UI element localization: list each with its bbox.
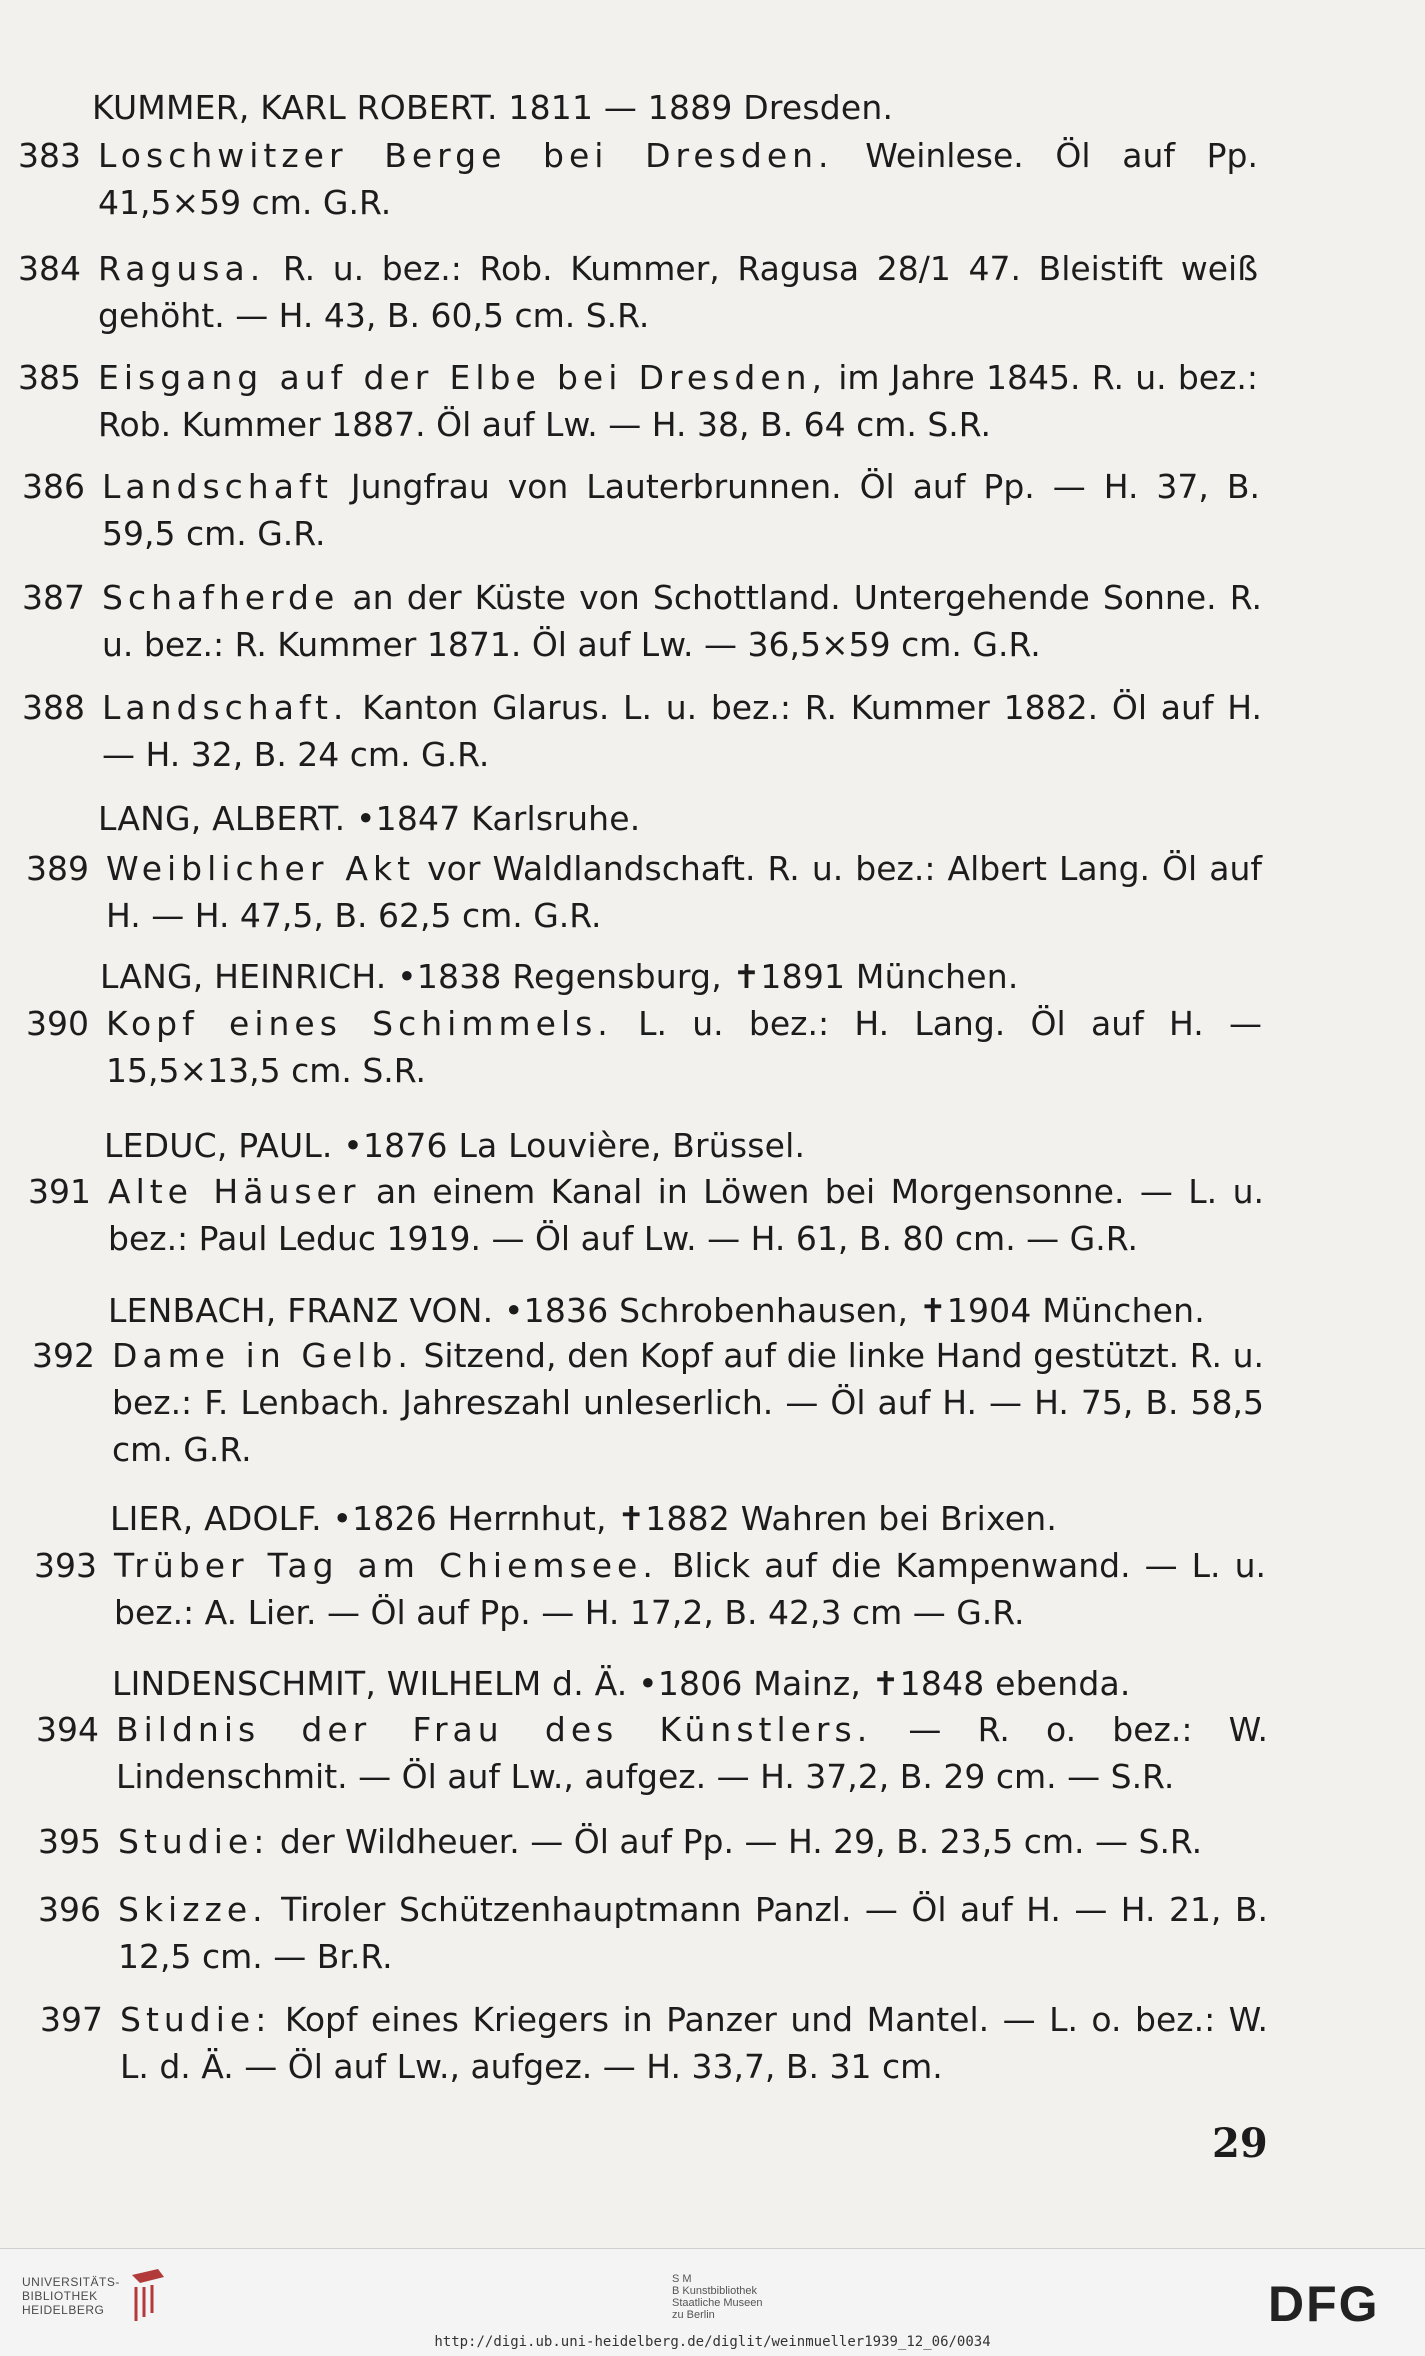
artist-heading: LANG, ALBERT. •1847 Karlsruhe.	[98, 799, 641, 838]
catalog-entry	[18, 354, 1258, 448]
lot-number: 397	[40, 2000, 103, 2039]
lot-description	[106, 1000, 1262, 1094]
lot-details: an einem Kanal in Löwen bei Morgensonne. — L. u. bez.: Paul Leduc 1919. — Öl auf Lw. — H. 61, B. 80 cm. — G.R.	[108, 1172, 1264, 1258]
catalog-entry	[40, 1996, 1268, 2090]
lot-description	[102, 684, 1262, 778]
lot-title: Eisgang auf der Elbe bei Dresden,	[98, 358, 828, 397]
artist-heading: LIER, ADOLF. •1826 Herrnhut, ✝1882 Wahren bei Brixen.	[110, 1499, 1058, 1538]
lot-details: Blick auf die Kampenwand. — L. u. bez.: A. Lier. — Öl auf Pp. — H. 17,2, B. 42,3 cm — G.R.	[114, 1546, 1266, 1632]
lot-number: 396	[38, 1890, 101, 1929]
lot-description	[102, 463, 1260, 557]
lot-details: — R. o. bez.: W. Lindenschmit. — Öl auf Lw., aufgez. — H. 37,2, B. 29 cm. — S.R.	[116, 1710, 1268, 1796]
lot-title: Alte Häuser	[108, 1172, 361, 1211]
lot-details: an der Küste von Schottland. Untergehende Sonne. R. u. bez.: R. Kummer 1871. Öl auf Lw. — 36,5×59 cm. G.R.	[102, 578, 1262, 664]
artist-heading: LINDENSCHMIT, WILHELM d. Ä. •1806 Mainz, ✝1848 ebenda.	[112, 1664, 1131, 1703]
lot-title: Skizze.	[118, 1890, 268, 1929]
lot-title: Trüber Tag am Chiemsee.	[114, 1546, 658, 1585]
page-number: 29	[1212, 2120, 1268, 2167]
lot-title: Studie:	[120, 2000, 272, 2039]
lot-details: der Wildheuer. — Öl auf Pp. — H. 29, B. 23,5 cm. — S.R.	[269, 1822, 1203, 1861]
university-logo-line: HEIDELBERG	[22, 2303, 105, 2317]
lot-description	[98, 132, 1258, 226]
university-library-logo[interactable]	[22, 2275, 120, 2317]
lot-description	[106, 845, 1262, 939]
sm-kunstbibliothek-logo[interactable]	[672, 2273, 763, 2321]
lot-details: Kanton Glarus. L. u. bez.: R. Kummer 1882. Öl auf H. — H. 32, B. 24 cm. G.R.	[102, 688, 1262, 774]
lot-number: 383	[18, 136, 81, 175]
lot-details: Jungfrau von Lauterbrunnen. Öl auf Pp. — H. 37, B. 59,5 cm. G.R.	[102, 467, 1260, 553]
artist-heading: LANG, HEINRICH. •1838 Regensburg, ✝1891 München.	[100, 957, 1019, 996]
sm-logo-line: B Kunstbibliothek	[672, 2285, 757, 2297]
lot-title: Schafherde	[102, 578, 340, 617]
lot-number: 385	[18, 358, 81, 397]
lot-title: Landschaft	[102, 467, 333, 506]
lot-number: 389	[26, 849, 89, 888]
sm-logo-line: zu Berlin	[672, 2309, 715, 2321]
lot-description	[98, 354, 1258, 448]
lot-number: 395	[38, 1822, 101, 1861]
lot-number: 384	[18, 249, 81, 288]
catalog-entry	[36, 1706, 1268, 1800]
lot-title: Landschaft.	[102, 688, 349, 727]
lot-details: im Jahre 1845. R. u. bez.: Rob. Kummer 1887. Öl auf Lw. — H. 38, B. 64 cm. S.R.	[98, 358, 1258, 444]
catalog-entry	[22, 574, 1262, 668]
lot-number: 393	[34, 1546, 97, 1585]
catalog-entry	[22, 684, 1262, 778]
lot-details: Weinlese. Öl auf Pp. 41,5×59 cm. G.R.	[98, 136, 1258, 222]
catalog-entry	[38, 1818, 1268, 1866]
lot-number: 388	[22, 688, 85, 727]
lot-details: L. u. bez.: H. Lang. Öl auf H. — 15,5×13,5 cm. S.R.	[106, 1004, 1262, 1090]
lot-number: 391	[28, 1172, 91, 1211]
catalog-entry	[34, 1542, 1266, 1636]
lot-title: Studie:	[118, 1822, 270, 1861]
lot-title: Bildnis der Frau des Künstlers.	[116, 1710, 873, 1749]
catalog-entry	[28, 1168, 1264, 1262]
lot-title: Ragusa.	[98, 249, 266, 288]
catalog-entry	[26, 845, 1262, 939]
permalink-url[interactable]: http://digi.ub.uni-heidelberg.de/diglit/weinmueller1939_12_06/0034	[434, 2334, 991, 2350]
lot-number: 390	[26, 1004, 89, 1043]
lot-details: R. u. bez.: Rob. Kummer, Ragusa 28/1 47. Bleistift weiß gehöht. — H. 43, B. 60,5 cm. S.R.	[98, 249, 1258, 335]
lot-description	[102, 574, 1262, 668]
lot-description	[118, 1886, 1268, 1980]
catalog-entry	[32, 1332, 1264, 1473]
lot-details: Sitzend, den Kopf auf die linke Hand gestützt. R. u. bez.: F. Lenbach. Jahreszahl unleserlich. — Öl auf H. — H. 75, B. 58,5 cm. G.R.	[112, 1336, 1265, 1469]
university-logo-line: UNIVERSITÄTS-	[22, 2275, 120, 2289]
lot-description	[112, 1332, 1264, 1473]
lot-description	[114, 1542, 1266, 1636]
university-seal-icon	[128, 2267, 168, 2325]
lot-details: vor Waldlandschaft. R. u. bez.: Albert Lang. Öl auf H. — H. 47,5, B. 62,5 cm. G.R.	[106, 849, 1262, 935]
lot-description	[98, 245, 1258, 339]
artist-heading: LENBACH, FRANZ VON. •1836 Schrobenhausen, ✝1904 München.	[108, 1291, 1205, 1330]
lot-details: Tiroler Schützenhauptmann Panzl. — Öl auf H. — H. 21, B. 12,5 cm. — Br.R.	[118, 1890, 1268, 1976]
lot-number: 392	[32, 1336, 95, 1375]
lot-description	[116, 1706, 1268, 1800]
catalog-entry	[38, 1886, 1268, 1980]
lot-title: Dame in Gelb.	[112, 1336, 413, 1375]
lot-title: Weiblicher Akt	[106, 849, 416, 888]
lot-title: Kopf eines Schimmels.	[106, 1004, 613, 1043]
catalog-entry	[22, 463, 1260, 557]
catalog-entry	[18, 245, 1258, 339]
artist-heading: KUMMER, KARL ROBERT. 1811 — 1889 Dresden.	[92, 88, 894, 127]
lot-description	[108, 1168, 1264, 1262]
sm-logo-line: S M	[672, 2273, 692, 2285]
dfg-logo[interactable]: DFG	[1268, 2276, 1380, 2332]
catalog-entry	[18, 132, 1258, 226]
lot-description	[118, 1818, 1268, 1866]
digitization-footer	[0, 2248, 1425, 2356]
lot-number: 394	[36, 1710, 99, 1749]
artist-heading: LEDUC, PAUL. •1876 La Louvière, Brüssel.	[104, 1126, 806, 1165]
lot-details: Kopf eines Kriegers in Panzer und Mantel. — L. o. bez.: W. L. d. Ä. — Öl auf Lw., aufgez. — H. 33,7, B. 31 cm.	[120, 2000, 1268, 2086]
lot-description	[120, 1996, 1268, 2090]
catalog-entry	[26, 1000, 1262, 1094]
sm-logo-line: Staatliche Museen	[672, 2297, 763, 2309]
lot-number: 387	[22, 578, 85, 617]
university-logo-line: BIBLIOTHEK	[22, 2289, 98, 2303]
lot-number: 386	[22, 467, 85, 506]
lot-title: Loschwitzer Berge bei Dresden.	[98, 136, 834, 175]
